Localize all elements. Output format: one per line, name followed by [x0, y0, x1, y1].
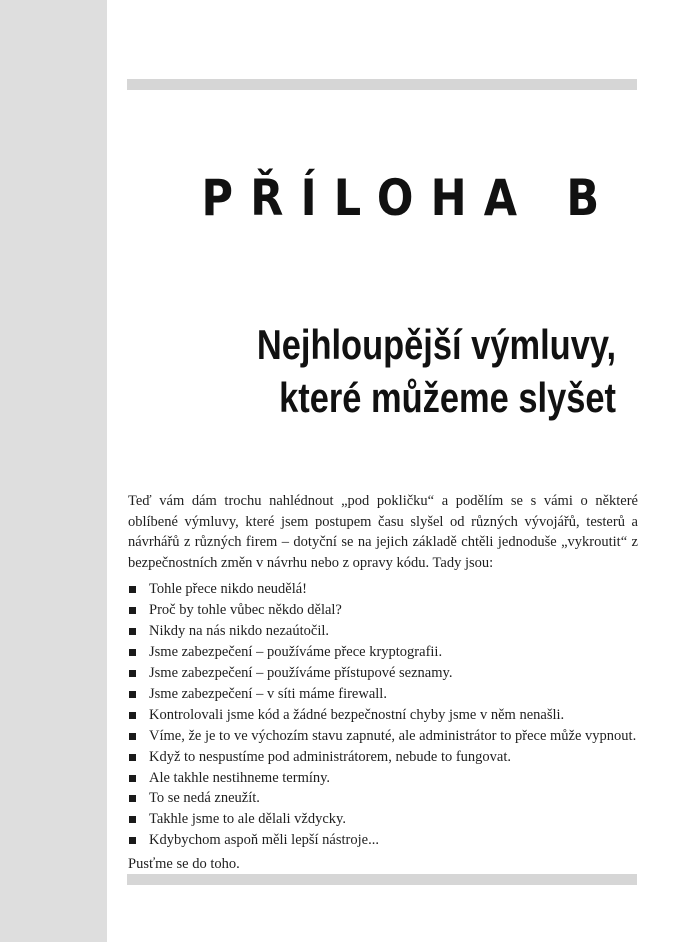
square-bullet-icon [129, 837, 136, 844]
chapter-title-line-2: které můžeme slyšet [279, 374, 616, 421]
bottom-rule [127, 874, 637, 885]
square-bullet-icon [129, 754, 136, 761]
square-bullet-icon [129, 816, 136, 823]
list-item-text: Jsme zabezpečení – používáme přístupové seznamy. [149, 665, 453, 681]
appendix-label: PŘÍLOHA B [201, 169, 616, 227]
top-rule [127, 79, 637, 90]
square-bullet-icon [129, 586, 136, 593]
closing-line: Pusťme se do toho. [128, 856, 240, 873]
square-bullet-icon [129, 649, 136, 656]
list-item [128, 621, 638, 642]
list-item [128, 830, 638, 851]
list-item [128, 788, 638, 809]
list-item [128, 642, 638, 663]
list-item-text: Takhle jsme to ale dělali vždycky. [149, 811, 346, 828]
list-item-text: Jsme zabezpečení – v síti máme firewall. [149, 685, 387, 702]
list-item [128, 809, 638, 830]
list-item-text: Kdybychom aspoň měli lepší nástroje... [149, 832, 379, 849]
square-bullet-icon [129, 670, 136, 677]
square-bullet-icon [129, 607, 136, 614]
list-item-text: Proč by tohle vůbec někdo dělal? [149, 602, 342, 619]
list-item-text: Tohle přece nikdo neudělá! [149, 581, 308, 598]
list-item [128, 747, 638, 768]
list-item-text: Jsme zabezpečení – používáme přece kryptografii. [149, 644, 443, 661]
square-bullet-icon [129, 733, 136, 740]
square-bullet-icon [129, 628, 136, 635]
square-bullet-icon [129, 775, 136, 782]
square-bullet-icon [129, 691, 136, 698]
excuse-list [128, 579, 638, 851]
list-item-text: Kontrolovali jsme kód a žádné bezpečnostní chyby jsme v něm nenašli. [149, 706, 565, 723]
list-item-text: Víme, že je to ve výchozím stavu zapnuté, ale administrátor to přece může vypnout. [149, 727, 637, 744]
list-item [128, 579, 638, 600]
body-content [128, 491, 638, 875]
left-margin-band [0, 0, 107, 942]
list-item-text: Ale takhle nestihneme termíny. [149, 769, 331, 786]
list-item-text: To se nedá zneužít. [149, 790, 260, 807]
list-item [128, 768, 638, 789]
list-item [128, 684, 638, 705]
chapter-title [257, 318, 616, 424]
square-bullet-icon [129, 795, 136, 802]
list-item-text: Nikdy na nás nikdo nezaútočil. [149, 623, 329, 640]
list-item-text: Když to nespustíme pod administrátorem, nebude to fungovat. [149, 748, 512, 765]
chapter-title-line-1: Nejhloupější výmluvy, [256, 321, 616, 368]
list-item [128, 726, 638, 747]
list-item [128, 600, 638, 621]
intro-paragraph: Teď vám dám trochu nahlédnout „pod pokličku“ a podělím se s vámi o některé oblíbené výmluvy, které jsem postupem času slyšel od různých vývojářů, testerů a návrhářů z různých firem – dotyční se na jejich základě chtěli jednoduše „vykroutit“ z bezpečnostních změn v návrhu nebo z opravy kódu. Tady jsou: [128, 493, 638, 571]
list-item [128, 663, 638, 684]
square-bullet-icon [129, 712, 136, 719]
list-item [128, 705, 638, 726]
